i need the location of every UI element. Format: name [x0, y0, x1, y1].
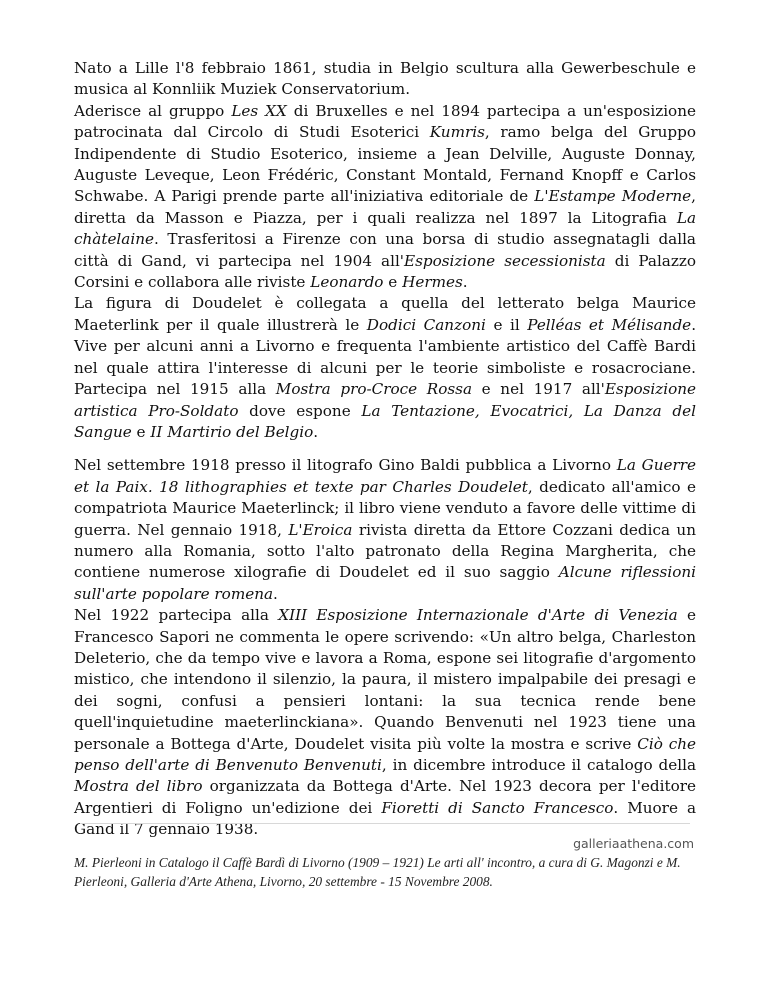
italic-title: Les XX — [231, 101, 287, 120]
footer-divider — [80, 823, 690, 824]
biography-paragraph-2 — [74, 455, 696, 840]
italic-title: La Guerre et la Paix. 18 lithographies et texte par Charles Doudelet — [74, 456, 696, 496]
text-run: e nel 1917 all' — [472, 380, 605, 399]
text-run: . Vive per alcuni anni a Livorno e frequenta l'ambiente artistico del Caffè Bardi nel quale attira l'interesse di alcuni per le teorie simboliste e rosacrociane. Partecipa nel 1915 alla — [74, 315, 697, 399]
italic-title: Fioretti di Sancto Francesco — [381, 798, 614, 817]
italic-title: Alcune riflessioni sull'arte popolare romena — [74, 563, 696, 603]
italic-title: XIII Esposizione Internazionale d'Arte di Venezia — [278, 606, 678, 625]
text-run: La figura di Doudelet è collegata a quella del letterato belga Maurice Maeterlink per il quale illustrerà le — [74, 294, 696, 334]
text-run: , in dicembre introduce il catalogo della — [381, 756, 696, 774]
text-run: . Trasferitosi a Firenze con una borsa di studio assegnatagli dalla città di Gand, vi partecipa nel 1904 all' — [74, 230, 696, 270]
biography-paragraph-1 — [74, 58, 696, 443]
text-run: rivista diretta da Ettore Cozzani dedica un numero alla Romania, sotto l'alto patronato della Regina Margherita, che contiene numerose xilografie di Doudelet ed il suo saggio — [74, 520, 696, 582]
italic-title: L'Estampe Moderne — [534, 187, 692, 206]
source-citation: M. Pierleoni in Catalogo il Caffè Bardì di Livorno (1909 – 1921) Le arti all' incontro, a cura di G. Magonzi e M. Pierleoni, Galleria d'Arte Athena, Livorno, 20 settembre - 15 Novembre 2008. — [74, 854, 681, 889]
text-run: Aderisce al gruppo — [74, 101, 232, 120]
text-run: . Muore a Gand il 7 gennaio 1938. — [74, 798, 696, 839]
italic-title: Kumris — [429, 123, 485, 142]
text-run: . — [273, 584, 278, 603]
italic-title: Mostra pro-Croce Rossa — [275, 380, 473, 399]
italic-title: Leonardo — [310, 273, 384, 292]
italic-title: Esposizione secessionista — [404, 251, 606, 270]
italic-title: Esposizione artistica Pro-Soldato — [74, 380, 697, 420]
text-run: , ramo belga del Gruppo Indipendente di Studio Esoterico, insieme a Jean Delville, Auguste Donnay, Auguste Leveque, Leon Frédéric, Constant Montald, Fernand Knopff e Carlos Schwabe. A Parigi prende parte all'iniziativa editoriale de — [74, 123, 696, 206]
text-run: , diretta da Masson e Piazza, per i quali realizza nel 1897 la Litografia — [74, 187, 696, 227]
text-run: organizzata da Bottega d'Arte. Nel 1923 decora per l'editore Argentieri di Foligno un'edizione dei — [74, 777, 696, 817]
italic-title: Ciò che penso dell'arte di Benvenuto Benvenuti — [74, 734, 696, 774]
italic-title: Mostra del libro — [74, 777, 203, 796]
italic-title: La Tentazione, Evocatrici, La Danza del Sangue — [74, 401, 696, 441]
text-run: e — [131, 422, 151, 441]
text-run: Nato a Lille l'8 febbraio 1861, studia in Belgio scultura alla Gewerbeschule e musica al Konnliik Muziek Conservatorium. — [74, 59, 696, 99]
text-run: Nel 1922 partecipa alla — [74, 606, 279, 625]
text-run: di Palazzo Corsini e collabora alle riviste — [74, 251, 697, 292]
document-body — [74, 58, 696, 891]
italic-title: Dodici Canzoni — [366, 315, 486, 334]
site-footer[interactable]: galleriaathena.com — [573, 836, 694, 851]
text-run: dove espone — [238, 401, 362, 420]
text-run: . — [462, 273, 468, 292]
text-run: e il — [485, 315, 528, 334]
text-run: e — [383, 273, 403, 292]
text-run: e Francesco Sapori ne commenta le opere scrivendo: «Un altro belga, Charleston Deleterio, che da tempo vive e lavora a Roma, espone sei litografie d'argomento mistico, che intendono il silenzio, la paura, il mistero impalpabile dei presagi e dei sogni, confusi a pensieri lontani: la sua tecnica rende bene quell'inquietudine maeterlinckiana». Quando Benvenuti nel 1923 tiene una personale a Bottega d'Arte, Doudelet visita più volte la mostra e scrive — [74, 606, 696, 753]
text-run: di Bruxelles e nel 1894 partecipa a un'esposizione patrocinata dal Circolo di Studi Esoterici — [74, 101, 696, 142]
text-run: , dedicato all'amico e compatriota Maurice Maeterlinck; il libro viene venduto a favore delle vittime di guerra. Nel gennaio 1918, — [74, 477, 696, 539]
italic-title: La chàtelaine — [74, 208, 696, 249]
italic-title: L'Eroica — [288, 520, 353, 539]
text-run: . — [313, 422, 319, 441]
italic-title: Hermes — [402, 273, 463, 292]
italic-title: II Martirio del Belgio — [150, 422, 314, 441]
italic-title: Pelléas et Mélisande — [527, 315, 692, 334]
text-run: Nel settembre 1918 presso il litografo Gino Baldi pubblica a Livorno — [74, 456, 617, 475]
